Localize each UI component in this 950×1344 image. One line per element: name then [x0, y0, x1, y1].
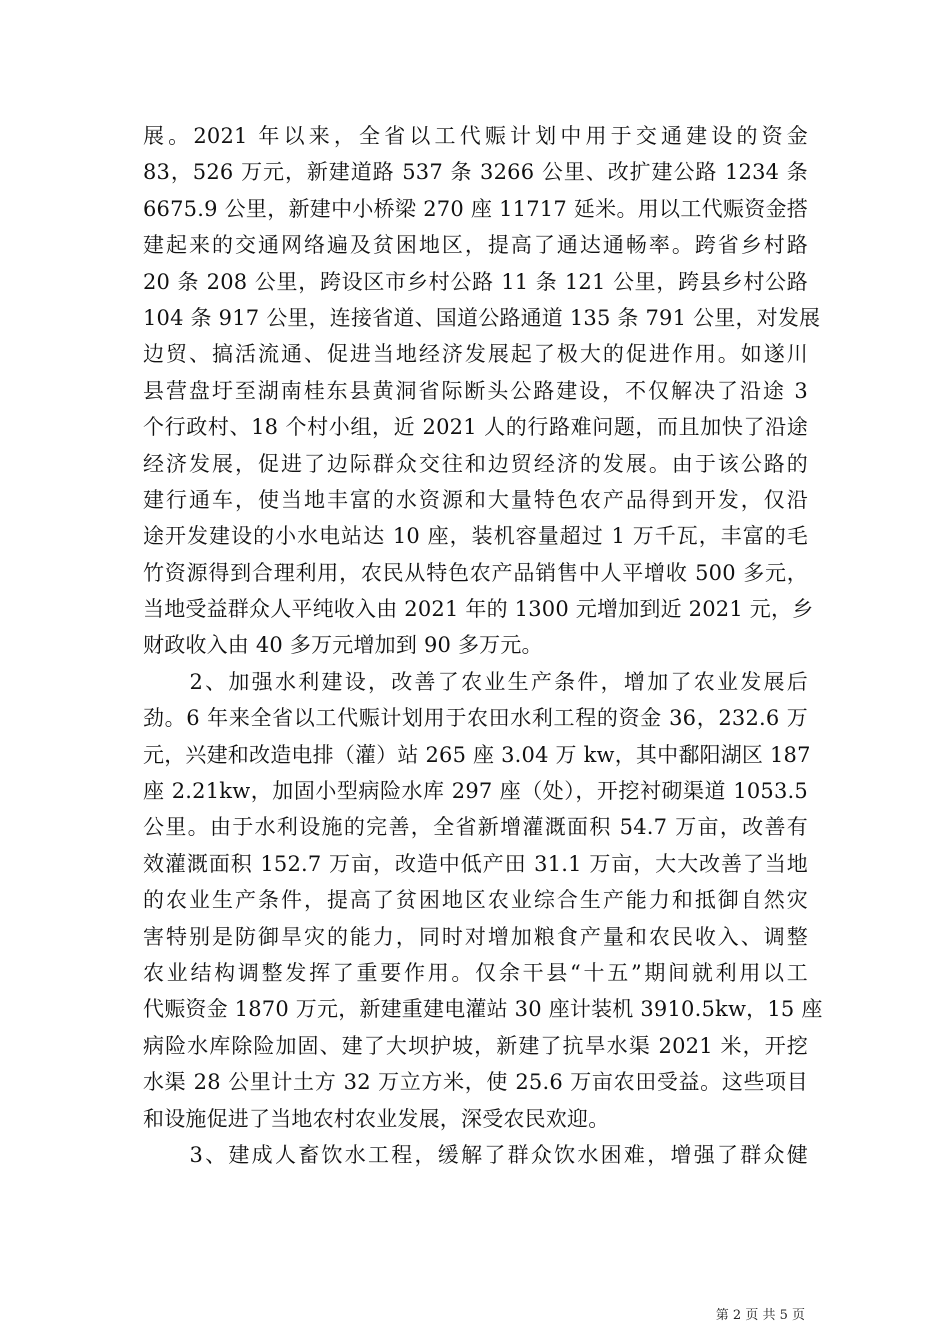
text-line: 县营盘圩至湖南桂东县黄洞省际断头公路建设，不仅解决了沿途 3: [143, 378, 808, 403]
text-line: 经济发展，促进了边际群众交往和边贸经济的发展。由于该公路的: [143, 451, 808, 476]
text-line: 6675.9 公里，新建中小桥梁 270 座 11717 延米。用以工代赈资金搭: [143, 196, 808, 221]
text-line: 效灌溉面积 152.7 万亩，改造中低产田 31.1 万亩，大大改善了当地: [143, 851, 808, 876]
text-line: 公里。由于水利设施的完善，全省新增灌溉面积 54.7 万亩，改善有: [143, 815, 808, 840]
text-line: 2、加强水利建设，改善了农业生产条件，增加了农业发展后: [143, 669, 808, 694]
text-line: 个行政村、18 个村小组，近 2021 人的行路难问题，而且加快了沿途: [143, 415, 808, 440]
text-line: 病险水库除险加固、建了大坝护坡，新建了抗旱水渠 2021 米，开挖: [143, 1033, 808, 1058]
text-line: 竹资源得到合理利用，农民从特色农产品销售中人平增收 500 多元，: [143, 560, 808, 585]
text-line: 20 条 208 公里，跨设区市乡村公路 11 条 121 公里，跨县乡村公路: [143, 269, 808, 294]
text-line: 展。2021 年以来，全省以工代赈计划中用于交通建设的资金: [143, 124, 808, 148]
text-line: 建行通车，使当地丰富的水资源和大量特色农产品得到开发，仅沿: [143, 487, 808, 512]
text-line: 财政收入由 40 多万元增加到 90 多万元。: [143, 633, 543, 658]
page-number: 第 2 页 共 5 页: [715, 1308, 805, 1323]
text-line: 104 条 917 公里，连接省道、国道公路通道 135 条 791 公里，对发展: [143, 305, 821, 330]
text-line: 和设施促进了当地农村农业发展，深受农民欢迎。: [143, 1106, 610, 1131]
text-line: 水渠 28 公里计土方 32 万立方米，使 25.6 万亩农田受益。这些项目: [143, 1070, 808, 1095]
text-line: 的农业生产条件，提高了贫困地区农业综合生产能力和抵御自然灾: [143, 888, 808, 913]
text-line: 当地受益群众人平纯收入由 2021 年的 1300 元增加到近 2021 元，乡: [143, 597, 814, 622]
text-line: 劲。6 年来全省以工代赈计划用于农田水利工程的资金 36，232.6 万: [143, 706, 808, 731]
text-line: 3、建成人畜饮水工程，缓解了群众饮水困难，增强了群众健: [143, 1142, 808, 1167]
text-line: 边贸、搞活流通、促进当地经济发展起了极大的促进作用。如遂川: [143, 342, 808, 367]
text-line: 建起来的交通网络遍及贫困地区，提高了通达通畅率。跨省乡村路: [143, 233, 808, 258]
text-line: 元，兴建和改造电排（灌）站 265 座 3.04 万 kw，其中鄱阳湖区 187: [143, 742, 811, 767]
text-line: 座 2.21kw，加固小型病险水库 297 座（处），开挖衬砌渠道 1053.5: [143, 779, 808, 804]
text-line: 83，526 万元，新建道路 537 条 3266 公里、改扩建公路 1234 条: [143, 160, 808, 185]
text-line: 农业结构调整发挥了重要作用。仅余干县“十五”期间就利用以工: [143, 960, 808, 985]
text-line: 代赈资金 1870 万元，新建重建电灌站 30 座计装机 3910.5kw，15 座: [143, 997, 823, 1022]
text-line: 害特别是防御旱灾的能力，同时对增加粮食产量和农民收入、调整: [143, 924, 808, 949]
body-text: [143, 118, 823, 1173]
text-line: 途开发建设的小水电站达 10 座，装机容量超过 1 万千瓦，丰富的毛: [143, 524, 808, 549]
